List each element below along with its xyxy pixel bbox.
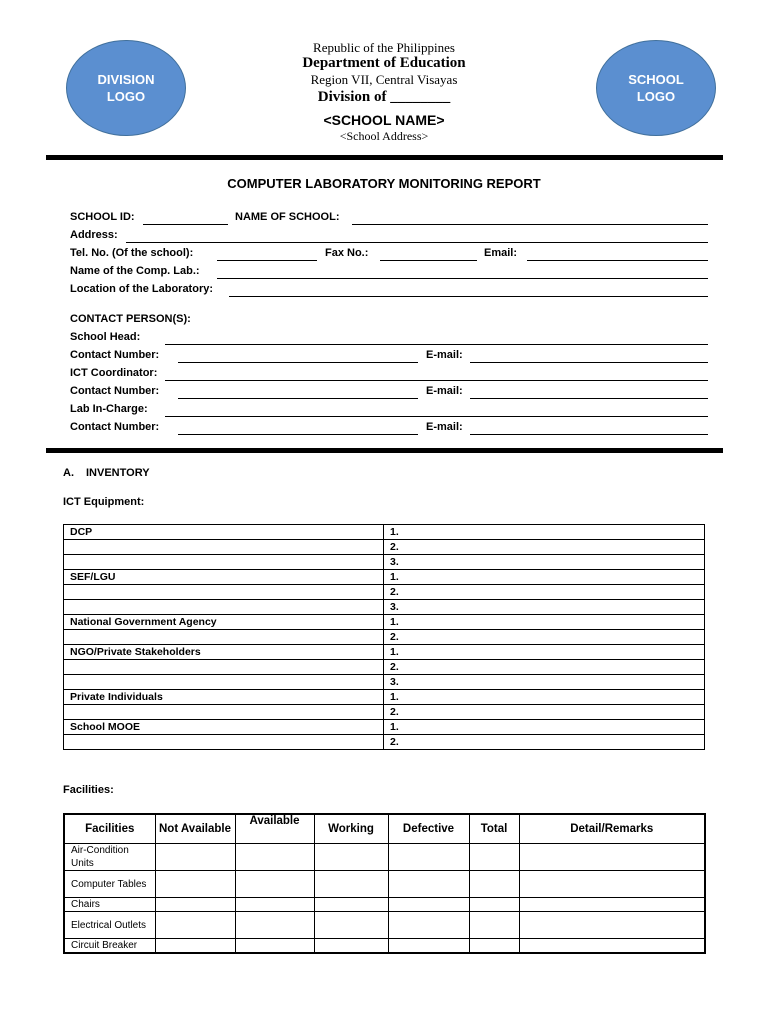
equipment-item-cell[interactable]: 2. [384,735,705,750]
equipment-source-cell[interactable] [64,555,384,570]
email-label: Email: [484,247,518,259]
facility-entry-cell[interactable] [235,912,314,939]
facility-entry-cell[interactable] [469,939,519,954]
equipment-source-cell[interactable]: School MOOE [64,720,384,735]
facility-entry-cell[interactable] [519,898,705,912]
facilities-column-header: Detail/Remarks [519,814,705,844]
school-address: <School Address> [339,129,429,143]
section-divider [46,448,723,453]
facility-entry-cell[interactable] [235,898,314,912]
address-label: Address: [70,229,118,241]
facility-entry-cell[interactable] [388,912,469,939]
equipment-item-cell[interactable]: 1. [384,615,705,630]
facilities-column-header: Defective [388,814,469,844]
table-row [64,540,705,555]
facility-entry-cell[interactable] [155,844,235,871]
equipment-item-cell[interactable]: 2. [384,660,705,675]
contact-email-label: E-mail: [426,349,463,361]
facilities-column-header: Working [314,814,388,844]
equipment-source-cell[interactable]: SEF/LGU [64,570,384,585]
name-of-school-label: NAME OF SCHOOL: [235,211,340,223]
facility-entry-cell[interactable] [155,898,235,912]
ict-coordinator-field[interactable] [165,380,708,381]
email-field[interactable] [527,260,708,261]
table-row [64,898,705,912]
comp-lab-name-label: Name of the Comp. Lab.: [70,265,200,277]
lab-location-label: Location of the Laboratory: [70,283,213,295]
facility-name-cell: Air-Condition Units [64,844,155,871]
facility-entry-cell[interactable] [388,898,469,912]
contact-number-label: Contact Number: [70,385,160,397]
inventory-heading: INVENTORY [86,467,150,479]
school-id-label: SCHOOL ID: [70,211,135,223]
school-head-label: School Head: [70,331,141,343]
table-row [64,871,705,898]
school-id-field[interactable] [143,224,228,225]
table-row [64,525,705,540]
table-row [64,585,705,600]
comp-lab-name-field[interactable] [217,278,708,279]
ict-coordinator-label: ICT Coordinator: [70,367,158,379]
facility-name-cell: Computer Tables [64,871,155,898]
facilities-column-header: Total [469,814,519,844]
facility-entry-cell[interactable] [314,912,388,939]
facility-entry-cell[interactable] [388,871,469,898]
table-row [64,600,705,615]
table-row [64,690,705,705]
region-line: Region VII, Central Visayas [310,72,458,87]
equipment-item-cell[interactable]: 3. [384,600,705,615]
equipment-source-cell[interactable] [64,630,384,645]
facility-name-cell: Chairs [64,898,155,912]
table-row [64,939,705,954]
equipment-source-cell[interactable] [64,660,384,675]
division-logo-text: DIVISION LOGO [97,72,155,104]
contact-number-label: Contact Number: [70,421,160,433]
school-head-field[interactable] [165,344,708,345]
contact-email-label: E-mail: [426,385,463,397]
lab-location-field[interactable] [229,296,708,297]
facility-entry-cell[interactable] [519,912,705,939]
equipment-item-cell[interactable]: 1. [384,570,705,585]
equipment-source-cell[interactable] [64,705,384,720]
equipment-item-cell[interactable]: 2. [384,585,705,600]
equipment-item-cell[interactable]: 2. [384,705,705,720]
facility-entry-cell[interactable] [519,844,705,871]
facility-entry-cell[interactable] [235,844,314,871]
ict-equipment-label: ICT Equipment: [63,496,145,508]
contact-persons-heading: CONTACT PERSON(S): [70,313,191,325]
equipment-item-cell[interactable]: 3. [384,555,705,570]
equipment-source-cell[interactable]: DCP [64,525,384,540]
equipment-item-cell[interactable]: 3. [384,675,705,690]
contact-email-field[interactable] [470,434,708,435]
equipment-item-cell[interactable]: 2. [384,540,705,555]
equipment-item-cell[interactable]: 1. [384,525,705,540]
facilities-column-header: Facilities [64,814,155,844]
equipment-item-cell[interactable]: 2. [384,630,705,645]
tel-no-label: Tel. No. (Of the school): [70,247,194,259]
facilities-column-header: Available [235,814,314,844]
equipment-source-cell[interactable]: Private Individuals [64,690,384,705]
equipment-source-cell[interactable]: NGO/Private Stakeholders [64,645,384,660]
division-line: Division of ________ [317,89,451,105]
facility-entry-cell[interactable] [469,871,519,898]
equipment-source-cell[interactable] [64,540,384,555]
facility-entry-cell[interactable] [314,871,388,898]
equipment-source-cell[interactable]: National Government Agency [64,615,384,630]
facility-entry-cell[interactable] [519,871,705,898]
facility-entry-cell[interactable] [155,939,235,954]
table-row [64,912,705,939]
address-field[interactable] [126,242,708,243]
facility-entry-cell[interactable] [388,844,469,871]
school-name: <SCHOOL NAME> [323,112,445,128]
name-of-school-field[interactable] [352,224,708,225]
facility-entry-cell[interactable] [469,898,519,912]
facility-entry-cell[interactable] [469,844,519,871]
equipment-item-cell[interactable]: 1. [384,645,705,660]
facility-entry-cell[interactable] [469,912,519,939]
table-row [64,720,705,735]
report-title: COMPUTER LABORATORY MONITORING REPORT [227,176,541,191]
facility-entry-cell[interactable] [388,939,469,954]
table-row [64,675,705,690]
department-name: Department of Education [302,55,466,71]
contact-email-field[interactable] [470,362,708,363]
facility-entry-cell[interactable] [155,912,235,939]
facility-name-cell: Electrical Outlets [64,912,155,939]
school-logo-text: SCHOOL LOGO [628,72,684,104]
contact-number-label: Contact Number: [70,349,160,361]
equipment-item-cell[interactable]: 1. [384,720,705,735]
lab-in-charge-field[interactable] [165,416,708,417]
facility-entry-cell[interactable] [314,898,388,912]
facility-entry-cell[interactable] [314,939,388,954]
table-row [64,660,705,675]
facility-entry-cell[interactable] [155,871,235,898]
contact-number-field[interactable] [178,434,418,435]
table-row [64,844,705,871]
contact-email-field[interactable] [470,398,708,399]
equipment-source-cell[interactable] [64,735,384,750]
table-row [64,735,705,750]
facility-entry-cell[interactable] [235,939,314,954]
contact-email-label: E-mail: [426,421,463,433]
equipment-item-cell[interactable]: 1. [384,690,705,705]
tel-no-field[interactable] [217,260,317,261]
facilities-table [63,813,706,954]
equipment-source-cell[interactable] [64,585,384,600]
table-row [64,645,705,660]
table-row [64,615,705,630]
table-row [64,630,705,645]
facility-entry-cell[interactable] [235,871,314,898]
republic-line: Republic of the Philippines [313,40,455,55]
equipment-source-cell[interactable] [64,675,384,690]
table-row [64,705,705,720]
inventory-heading-letter: A. [63,467,74,479]
table-row [64,555,705,570]
lab-in-charge-label: Lab In-Charge: [70,403,148,415]
facilities-column-header: Not Available [155,814,235,844]
contact-number-field[interactable] [178,398,418,399]
facility-entry-cell[interactable] [519,939,705,954]
contact-number-field[interactable] [178,362,418,363]
fax-no-label: Fax No.: [325,247,369,259]
facilities-label: Facilities: [63,784,114,796]
facility-name-cell: Circuit Breaker [64,939,155,954]
header-divider [46,155,723,160]
fax-no-field[interactable] [380,260,477,261]
ict-equipment-table [63,524,705,750]
facility-entry-cell[interactable] [314,844,388,871]
equipment-source-cell[interactable] [64,600,384,615]
table-row [64,570,705,585]
